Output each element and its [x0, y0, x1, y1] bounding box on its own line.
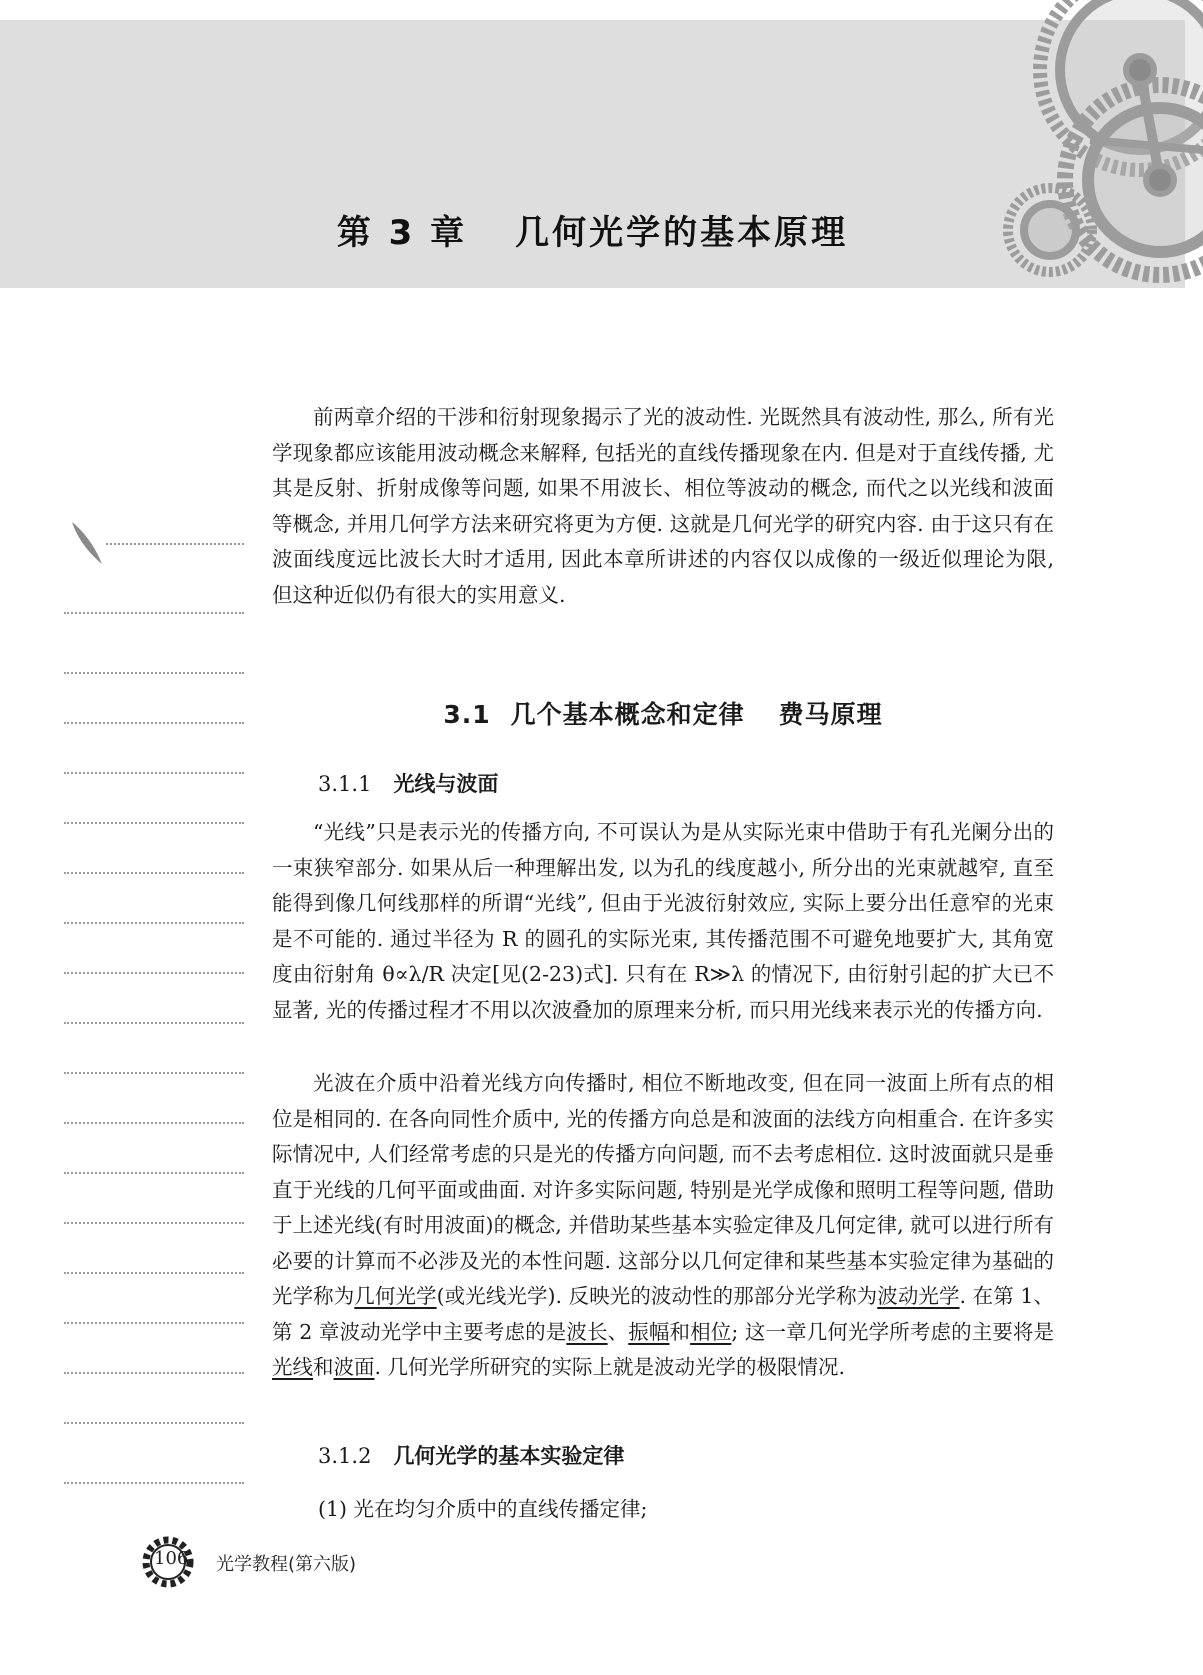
feather-quill-icon: [70, 520, 110, 570]
paragraph-text: . 几何光学所研究的实际上就是波动光学的极限情况.: [374, 1355, 846, 1379]
intro-paragraph: 前两章介绍的干涉和衍射现象揭示了光的波动性. 光既然具有波动性, 那么, 所有光学现象都应该能用波动概念来解释, 包括光的直线传播现象在内. 但是对于直线传播, 尤其是反射、折射成像等问题, 如果不用波长、相位等波动的概念, 而代之以光线和波面等概念, 并用几何学方法来研究将更为方便. 这就是几何光学的研究内容. 由于这只有在波面线度远比波长大时才适用, 因此本章所讲述的内容仅以成像的一级近似理论为限, 但这种近似仍有很大的实用意义.: [272, 405, 1054, 607]
subsection-heading: [318, 1440, 624, 1470]
margin-rule: [64, 612, 244, 614]
subsection-heading: [318, 768, 498, 798]
chapter-number: 第 3 章: [336, 213, 468, 253]
paragraph-rays: “光线”只是表示光的传播方向, 不可误认为是从实际光束中借助于有孔光阑分出的一束狭窄部分. 如果从后一种理解出发, 以为孔的线度越小, 所分出的光束就越窄, 直至能得到像几何线那样的所谓“光线”, 但由于光波衍射效应, 实际上要分出任意窄的光束是不可能的. 通过半径为 R 的圆孔的实际光束, 其传播范围不可避免地要扩大, 其角宽度由衍射角 θ∝λ/R 决定[见(2-23)式]. 只有在 R≫λ 的情况下, 由衍射引起的扩大已不显著, 光的传播过程才不用以次波叠加的原理来分析, 而只用光线来表示光的传播方向.: [272, 820, 1054, 1022]
term-amplitude: 振幅: [628, 1319, 670, 1344]
section-number: 3.1: [443, 700, 491, 729]
margin-rule: [64, 822, 244, 824]
section-title-part2: 费马原理: [778, 700, 883, 729]
term-wave-optics: 波动光学: [877, 1284, 960, 1308]
paragraph-text: 光波在介质中沿着光线方向传播时, 相位不断地改变, 但在同一波面上所有点的相位是相同的. 在各向同性介质中, 光的传播方向总是和波面的法线方向相重合. 在许多实际情况中, 人们经常考虑的只是光的传播方向问题, 而不去考虑相位. 这时波面就只是垂直于光线的几何平面或曲面. 对许多实际问题, 特别是光学成像和照明工程等问题, 借助于上述光线(有时用波面)的概念, 并借助某些基本实验定律及几何定律, 就可以进行所有必要的计算而不必涉及光的本性问题. 这部分以几何定律和某些基本实验定律为基础的光学称为: [272, 1071, 1054, 1308]
page-footer: [138, 1536, 538, 1586]
margin-rule: [64, 922, 244, 924]
law-item: (1) 光在均匀介质中的直线传播定律;: [318, 1497, 648, 1521]
paragraph-text: (或光线光学). 反映光的波动性的那部分光学称为: [436, 1284, 878, 1308]
margin-rule: [64, 1122, 244, 1124]
page-number: 106: [154, 1548, 189, 1569]
term-wavefront: 波面: [333, 1355, 375, 1379]
paragraph-text: 、: [607, 1319, 629, 1344]
section-title: [272, 695, 1054, 731]
margin-rule: [64, 722, 244, 724]
term-geometric-optics: 几何光学: [354, 1284, 437, 1308]
paragraph-text: ; 这一章几何光学所考虑的主要将是: [731, 1319, 1055, 1344]
margin-rule: [64, 1222, 244, 1224]
margin-rule: [64, 1072, 244, 1074]
margin-rule: [64, 772, 244, 774]
subsection-number: 3.1.2: [318, 1444, 372, 1468]
paragraph-text: . 在第 1、第 2 章波动光学中主要考虑的是: [272, 1284, 1055, 1344]
term-wavelength: 波长: [566, 1319, 608, 1344]
paragraph-text: 和: [669, 1319, 691, 1344]
margin-rule: [64, 1372, 244, 1374]
margin-rule: [64, 1172, 244, 1174]
term-ray: 光线: [272, 1355, 313, 1379]
gears-decoration-icon: [990, 0, 1203, 300]
margin-rule: [106, 543, 244, 545]
subsection-title: 光线与波面: [393, 772, 499, 796]
margin-rule: [64, 1272, 244, 1274]
margin-rule: [64, 872, 244, 874]
subsection-title: 几何光学的基本实验定律: [393, 1444, 625, 1468]
margin-rule: [64, 672, 244, 674]
margin-rule: [64, 1322, 244, 1324]
margin-rule: [64, 972, 244, 974]
chapter-name: 几何光学的基本原理: [515, 213, 849, 253]
paragraph-text: 和: [313, 1355, 334, 1379]
term-phase: 相位: [690, 1319, 732, 1344]
book-title: 光学教程(第六版): [216, 1554, 357, 1575]
paragraph-wave: [272, 1066, 1054, 1386]
section-title-part1: 几个基本概念和定律: [510, 700, 745, 729]
chapter-title: [0, 205, 1185, 254]
margin-rule: [64, 1422, 244, 1424]
subsection-number: 3.1.1: [318, 772, 372, 796]
margin-rule: [64, 1022, 244, 1024]
margin-rule: [64, 1482, 244, 1484]
